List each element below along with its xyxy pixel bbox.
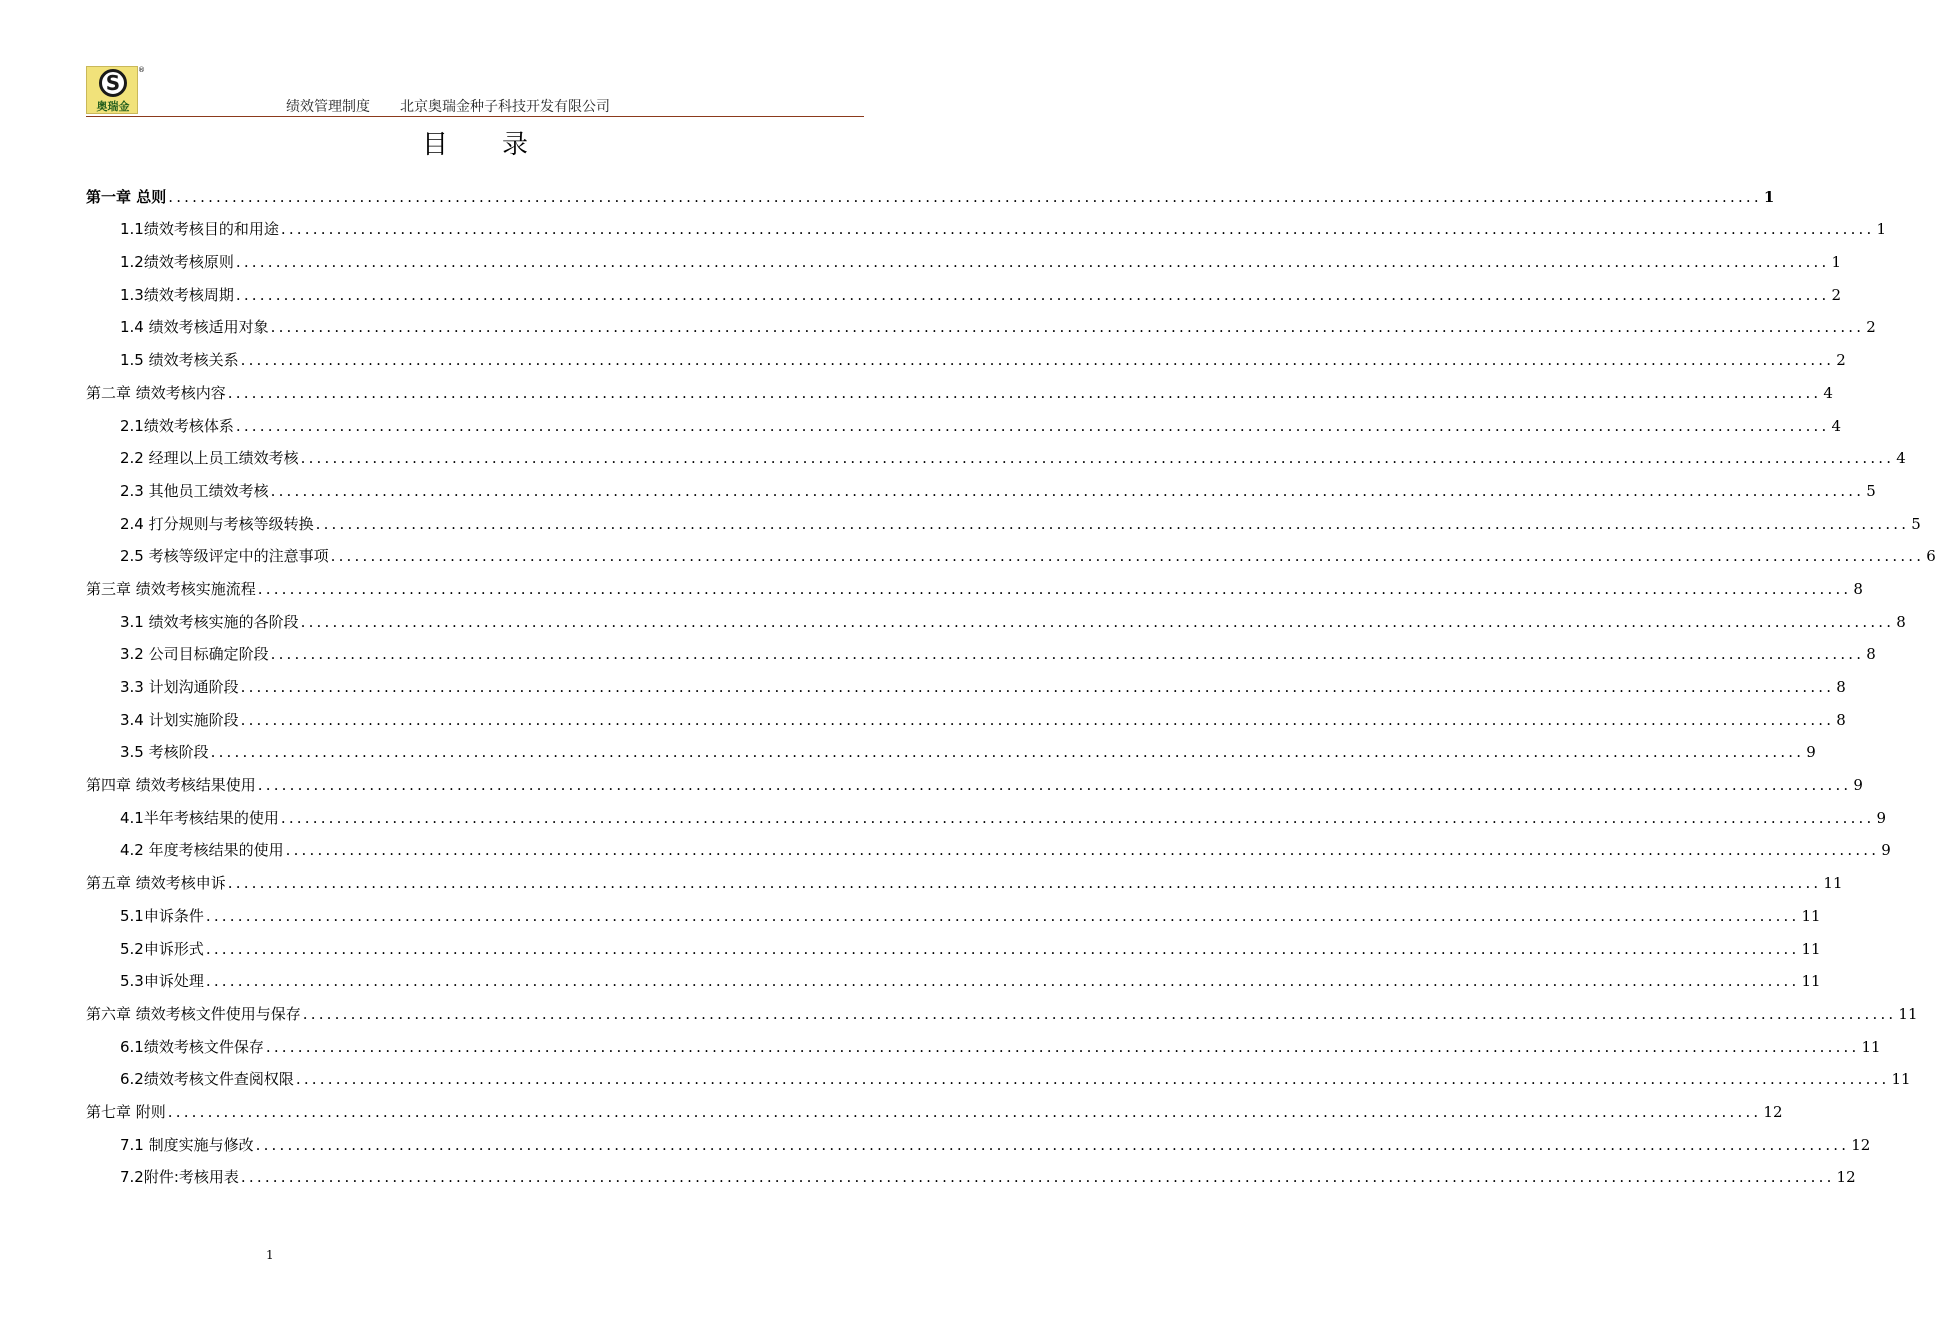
toc-entry-page: 9 (1806, 743, 1816, 762)
toc-entry-label: 6.1绩效考核文件保存 (120, 1037, 264, 1056)
toc-entry-page: 8 (1853, 579, 1863, 598)
toc-entry-page: 11 (1861, 1037, 1881, 1056)
toc-entry-label: 7.2附件:考核用表 (120, 1168, 239, 1187)
toc-entry-label: 第四章 绩效考核结果使用 (86, 776, 256, 795)
toc-entry-page: 5 (1866, 481, 1876, 500)
toc-section-entry[interactable] (86, 239, 1842, 272)
logo-text: 奥瑞金 (96, 100, 130, 113)
toc-section-entry[interactable] (86, 501, 1921, 534)
toc-dot-leader: ........................................................................................................................................................................................................ (300, 449, 1895, 468)
toc-entry-page: 6 (1926, 547, 1936, 566)
toc-dot-leader: ........................................................................................................................................................................................................ (257, 776, 1852, 795)
toc-section-entry[interactable] (86, 337, 1846, 370)
toc-entry-label: 5.3申诉处理 (120, 972, 204, 991)
toc-dot-leader: ........................................................................................................................................................................................................ (205, 906, 1800, 925)
toc-entry-label: 1.5 绩效考核关系 (120, 351, 239, 370)
toc-section-entry[interactable] (86, 926, 1821, 959)
toc-entry-label: 4.1半年考核结果的使用 (120, 808, 279, 827)
toc-dot-leader: ........................................................................................................................................................................................................ (235, 285, 1830, 304)
toc-entry-label: 2.1绩效考核体系 (120, 416, 234, 435)
toc-section-entry[interactable] (86, 436, 1906, 469)
toc-section-entry[interactable] (86, 632, 1876, 665)
toc-entry-label: 第五章 绩效考核申诉 (86, 874, 226, 893)
toc-entry-label: 第六章 绩效考核文件使用与保存 (86, 1004, 301, 1023)
toc-chapter-entry[interactable] (86, 1089, 1783, 1122)
toc-entry-label: 1.1绩效考核目的和用途 (120, 220, 279, 239)
toc-dot-leader: ........................................................................................................................................................................................................ (302, 1004, 1897, 1023)
toc-section-entry[interactable] (86, 893, 1821, 926)
toc-section-entry[interactable] (86, 1024, 1881, 1057)
toc-entry-page: 8 (1836, 678, 1846, 696)
toc-entry-label: 3.5 考核阶段 (120, 743, 209, 762)
toc-section-entry[interactable] (86, 207, 1887, 240)
toc-entry-label: 2.2 经理以上员工绩效考核 (120, 449, 299, 468)
toc-section-entry[interactable] (86, 468, 1876, 501)
toc-entry-page: 11 (1801, 939, 1821, 958)
document-name: 绩效管理制度 (286, 99, 370, 115)
toc-entry-label: 3.1 绩效考核实施的各阶段 (120, 612, 299, 631)
toc-entry-page: 1 (1763, 187, 1775, 206)
toc-entry-label: 2.5 考核等级评定中的注意事项 (120, 547, 329, 566)
toc-chapter-entry[interactable] (86, 370, 1833, 403)
toc-entry-page: 9 (1881, 841, 1891, 860)
toc-entry-page: 2 (1831, 285, 1842, 304)
toc-entry-page: 2 (1866, 318, 1876, 337)
table-of-contents (86, 174, 1936, 1187)
toc-dot-leader: ........................................................................................................................................................................................................ (330, 547, 1925, 566)
toc-section-entry[interactable] (86, 305, 1876, 338)
toc-entry-page: 5 (1911, 514, 1921, 533)
toc-dot-leader: ........................................................................................................................................................................................................ (227, 874, 1822, 893)
toc-section-entry[interactable] (86, 828, 1891, 861)
toc-entry-page: 12 (1851, 1135, 1871, 1154)
toc-dot-leader: ........................................................................................................................................................................................................ (295, 1070, 1890, 1089)
toc-entry-page: 12 (1836, 1168, 1856, 1187)
toc-dot-leader: ........................................................................................................................................................................................................ (235, 416, 1830, 435)
toc-entry-page: 9 (1853, 776, 1863, 795)
toc-entry-label: 2.4 打分规则与考核等级转换 (120, 514, 314, 533)
toc-section-entry[interactable] (86, 1122, 1871, 1155)
toc-entry-page: 8 (1866, 645, 1876, 664)
toc-section-entry[interactable] (86, 697, 1846, 730)
toc-chapter-entry[interactable] (86, 566, 1863, 599)
toc-dot-leader: ........................................................................................................................................................................................................ (280, 220, 1875, 239)
toc-section-entry[interactable] (86, 795, 1887, 828)
toc-entry-page: 8 (1896, 612, 1906, 631)
registered-mark: ® (138, 66, 145, 74)
toc-section-entry[interactable] (86, 599, 1906, 632)
toc-dot-leader: ........................................................................................................................................................................................................ (240, 678, 1835, 696)
header-divider (86, 116, 864, 117)
toc-dot-leader: ........................................................................................................................................................................................................ (240, 1168, 1835, 1187)
toc-entry-label: 6.2绩效考核文件查阅权限 (120, 1070, 294, 1089)
toc-dot-leader: ........................................................................................................................................................................................................ (235, 253, 1830, 272)
toc-entry-page: 4 (1831, 416, 1842, 435)
toc-dot-leader: ........................................................................................................................................................................................................ (240, 351, 1835, 370)
toc-title: 目录 (421, 130, 582, 160)
toc-entry-page: 4 (1823, 383, 1833, 402)
toc-dot-leader: ........................................................................................................................................................................................................ (227, 383, 1822, 402)
toc-dot-leader: ........................................................................................................................................................................................................ (255, 1135, 1850, 1154)
toc-section-entry[interactable] (86, 1155, 1856, 1188)
toc-section-entry[interactable] (86, 730, 1816, 763)
toc-dot-leader: ........................................................................................................................................................................................................ (285, 841, 1880, 860)
toc-entry-label: 第二章 绩效考核内容 (86, 383, 226, 402)
toc-entry-page: 11 (1801, 906, 1821, 925)
toc-entry-label: 1.2绩效考核原则 (120, 253, 234, 272)
toc-dot-leader: ........................................................................................................................................................................................................ (270, 481, 1865, 500)
logo-s-icon: S (99, 69, 127, 97)
toc-dot-leader: ........................................................................................................................................................................................................ (210, 743, 1805, 762)
toc-section-entry[interactable] (86, 272, 1842, 305)
toc-section-entry[interactable] (86, 534, 1936, 567)
toc-dot-leader: ........................................................................................................................................................................................................ (265, 1037, 1860, 1056)
page-header (286, 96, 610, 116)
toc-entry-label: 4.2 年度考核结果的使用 (120, 841, 284, 860)
toc-dot-leader: ........................................................................................................................................................................................................ (205, 972, 1800, 991)
toc-entry-page: 9 (1876, 808, 1887, 827)
toc-dot-leader: ........................................................................................................................................................................................................ (315, 514, 1910, 533)
toc-section-entry[interactable] (86, 1057, 1911, 1090)
toc-entry-label: 5.1申诉条件 (120, 906, 204, 925)
toc-entry-page: 11 (1823, 874, 1843, 893)
toc-entry-page: 11 (1898, 1004, 1918, 1023)
page-number: 1 (266, 1248, 274, 1262)
toc-chapter-entry[interactable] (86, 174, 1775, 207)
toc-entry-label: 1.4 绩效考核适用对象 (120, 318, 269, 337)
toc-dot-leader: ........................................................................................................................................................................................................ (270, 318, 1865, 337)
toc-dot-leader: ........................................................................................................................................................................................................ (270, 645, 1865, 664)
toc-entry-page: 12 (1763, 1102, 1783, 1121)
toc-entry-page: 4 (1896, 449, 1906, 468)
toc-entry-label: 3.2 公司目标确定阶段 (120, 645, 269, 664)
toc-entry-page: 1 (1831, 253, 1842, 272)
toc-entry-label: 第七章 附则 (86, 1102, 166, 1121)
toc-dot-leader: ........................................................................................................................................................................................................ (280, 808, 1875, 827)
toc-entry-page: 8 (1836, 710, 1846, 729)
toc-chapter-entry[interactable] (86, 762, 1863, 795)
toc-entry-page: 2 (1836, 351, 1846, 370)
toc-dot-leader: ........................................................................................................................................................................................................ (168, 187, 1762, 206)
toc-section-entry[interactable] (86, 959, 1821, 992)
toc-chapter-entry[interactable] (86, 860, 1843, 893)
toc-entry-label: 5.2申诉形式 (120, 939, 204, 958)
toc-entry-label: 第一章 总则 (86, 187, 167, 206)
toc-section-entry[interactable] (86, 664, 1846, 697)
toc-dot-leader: ........................................................................................................................................................................................................ (300, 612, 1895, 631)
toc-dot-leader: ........................................................................................................................................................................................................ (257, 579, 1852, 598)
toc-entry-label: 7.1 制度实施与修改 (120, 1135, 254, 1154)
toc-entry-label: 第三章 绩效考核实施流程 (86, 579, 256, 598)
toc-entry-label: 2.3 其他员工绩效考核 (120, 481, 269, 500)
toc-entry-page: 11 (1891, 1070, 1911, 1089)
toc-entry-label: 3.4 计划实施阶段 (120, 710, 239, 729)
toc-dot-leader: ........................................................................................................................................................................................................ (205, 939, 1800, 958)
toc-dot-leader: ........................................................................................................................................................................................................ (167, 1102, 1762, 1121)
company-logo (86, 66, 144, 116)
logo-badge (86, 66, 138, 114)
toc-entry-page: 1 (1876, 220, 1887, 239)
toc-dot-leader: ........................................................................................................................................................................................................ (240, 710, 1835, 729)
toc-entry-page: 11 (1801, 972, 1821, 991)
toc-section-entry[interactable] (86, 403, 1842, 436)
toc-entry-label: 3.3 计划沟通阶段 (120, 678, 239, 696)
toc-entry-label: 1.3绩效考核周期 (120, 285, 234, 304)
company-name: 北京奥瑞金种子科技开发有限公司 (400, 99, 610, 115)
toc-chapter-entry[interactable] (86, 991, 1918, 1024)
